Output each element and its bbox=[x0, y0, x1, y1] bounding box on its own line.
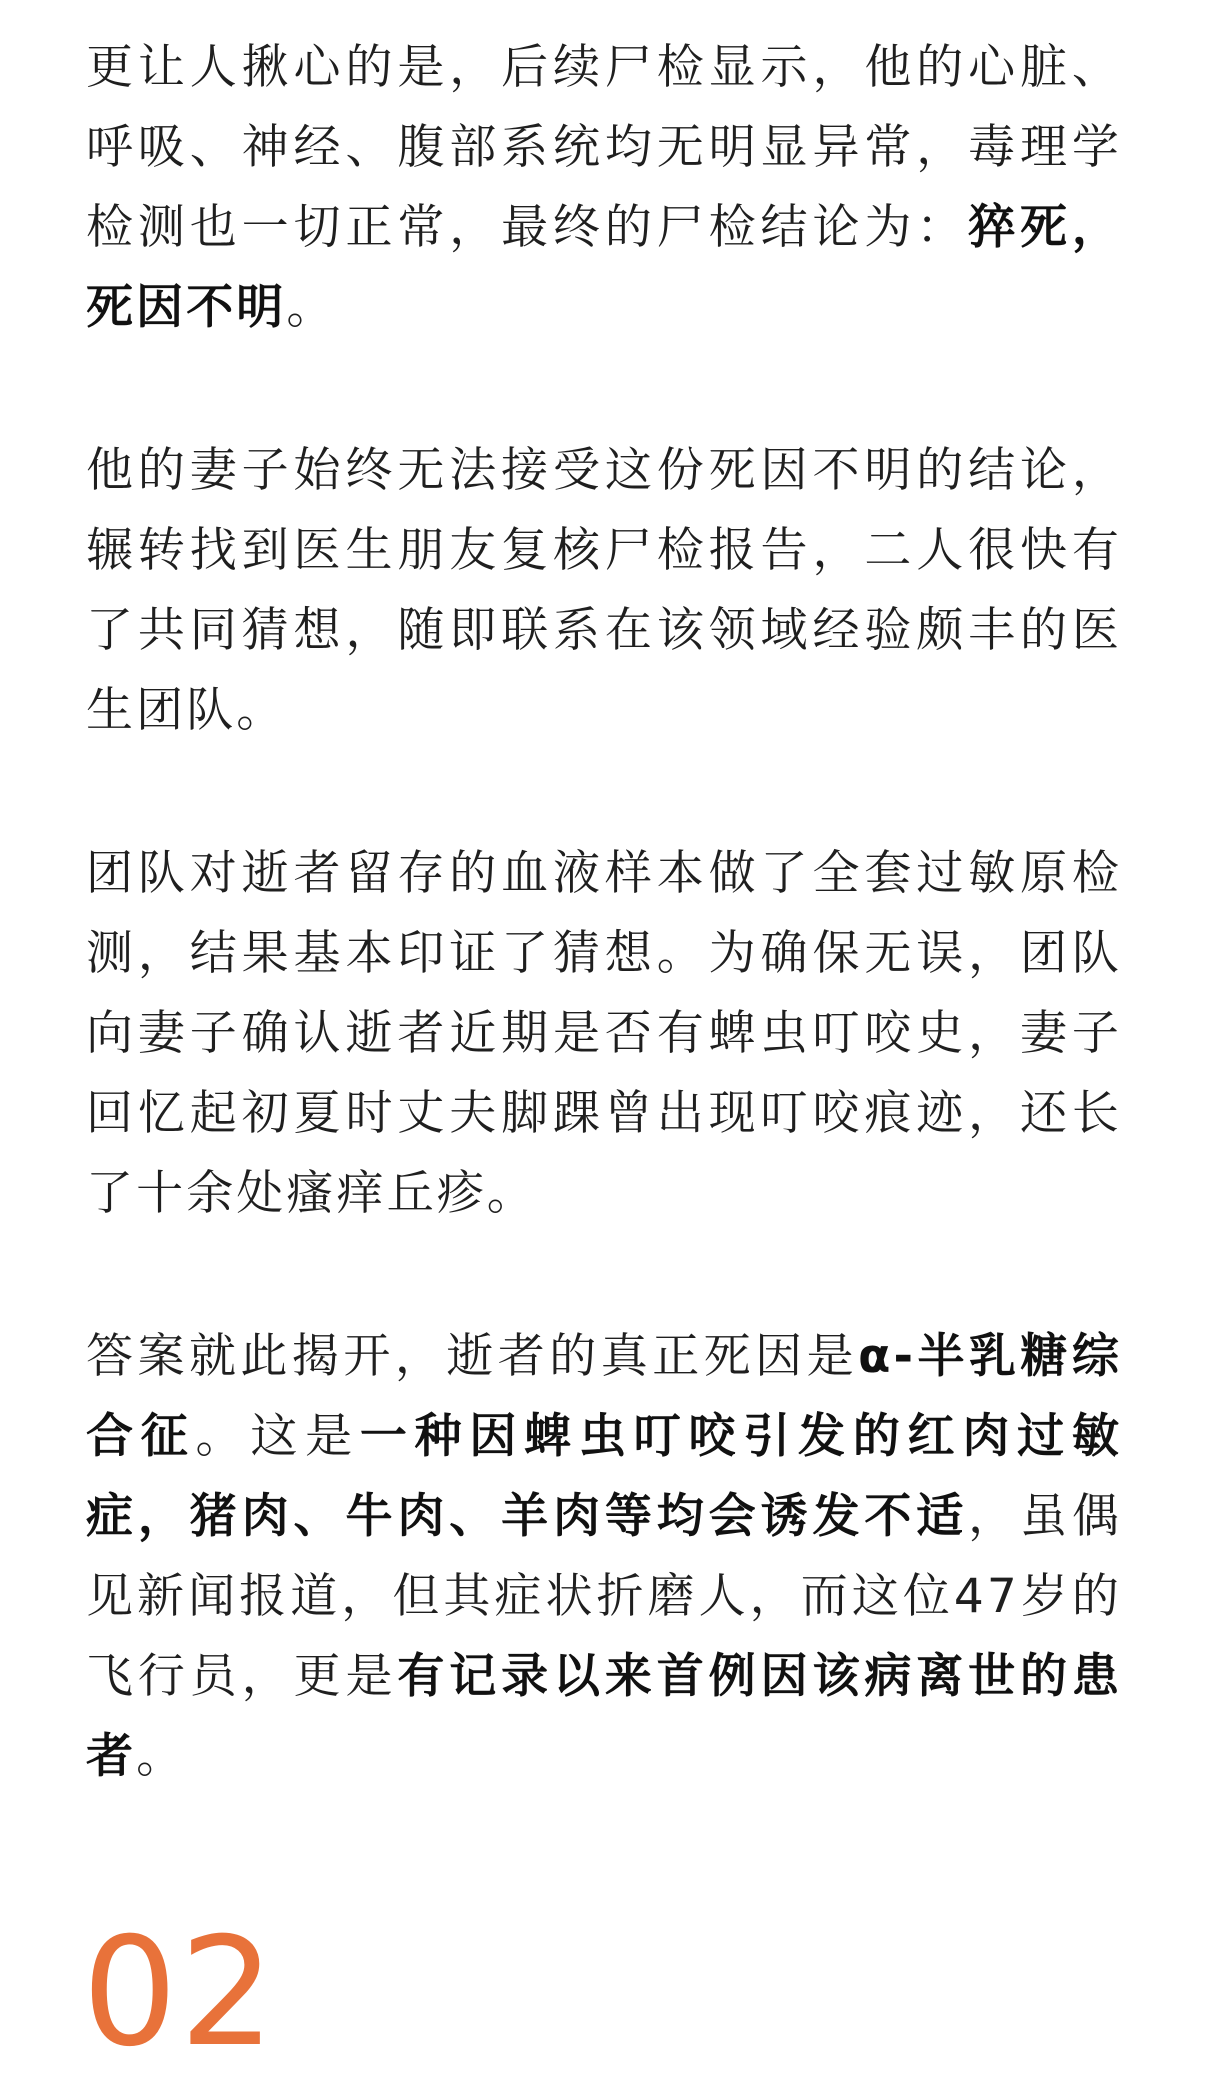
bold-emphasis: 猝死，死因不明 bbox=[86, 200, 1122, 335]
paragraph-wife-review bbox=[86, 431, 1122, 751]
paragraph-text: 团队对逝者留存的血液样本做了全套过敏原检测，结果基本印证了猜想。为确保无误，团队向妻子确认逝者近期是否有蜱虫叮咬史，妻子回忆起初夏时丈夫脚踝曾出现叮咬痕迹，还长了十余处瘙痒丘疹。 bbox=[86, 846, 1122, 1221]
paragraph-text: 。 bbox=[286, 280, 337, 335]
section-number: 02 bbox=[82, 1906, 277, 2080]
bold-emphasis: 有记录以来首例因该病离世的患者 bbox=[86, 1649, 1122, 1784]
paragraph-text: ，虽偶见新闻报道，但其症状折磨人，而这位47岁的飞行员，更是 bbox=[86, 1489, 1122, 1704]
paragraph-autopsy-result bbox=[86, 28, 1122, 348]
paragraph-text: 他的妻子始终无法接受这份死因不明的结论，辗转找到医生朋友复核尸检报告，二人很快有了共同猜想，随即联系在该领域经验颇丰的医生团队。 bbox=[86, 443, 1122, 738]
paragraph-diagnosis bbox=[86, 1317, 1122, 1797]
paragraph-allergen-test bbox=[86, 834, 1122, 1234]
paragraph-text: 。这是 bbox=[195, 1409, 360, 1464]
bold-emphasis: α-半乳糖综合征 bbox=[86, 1329, 1122, 1464]
bold-emphasis: 一种因蜱虫叮咬引发的红肉过敏症，猪肉、牛肉、羊肉等均会诱发不适 bbox=[86, 1409, 1122, 1544]
article-body bbox=[86, 28, 1122, 1880]
paragraph-text: 更让人揪心的是，后续尸检显示，他的心脏、呼吸、神经、腹部系统均无明显异常，毒理学检测也一切正常，最终的尸检结论为： bbox=[86, 40, 1122, 255]
paragraph-text: 。 bbox=[136, 1729, 187, 1784]
paragraph-text: 答案就此揭开，逝者的真正死因是 bbox=[86, 1329, 859, 1384]
